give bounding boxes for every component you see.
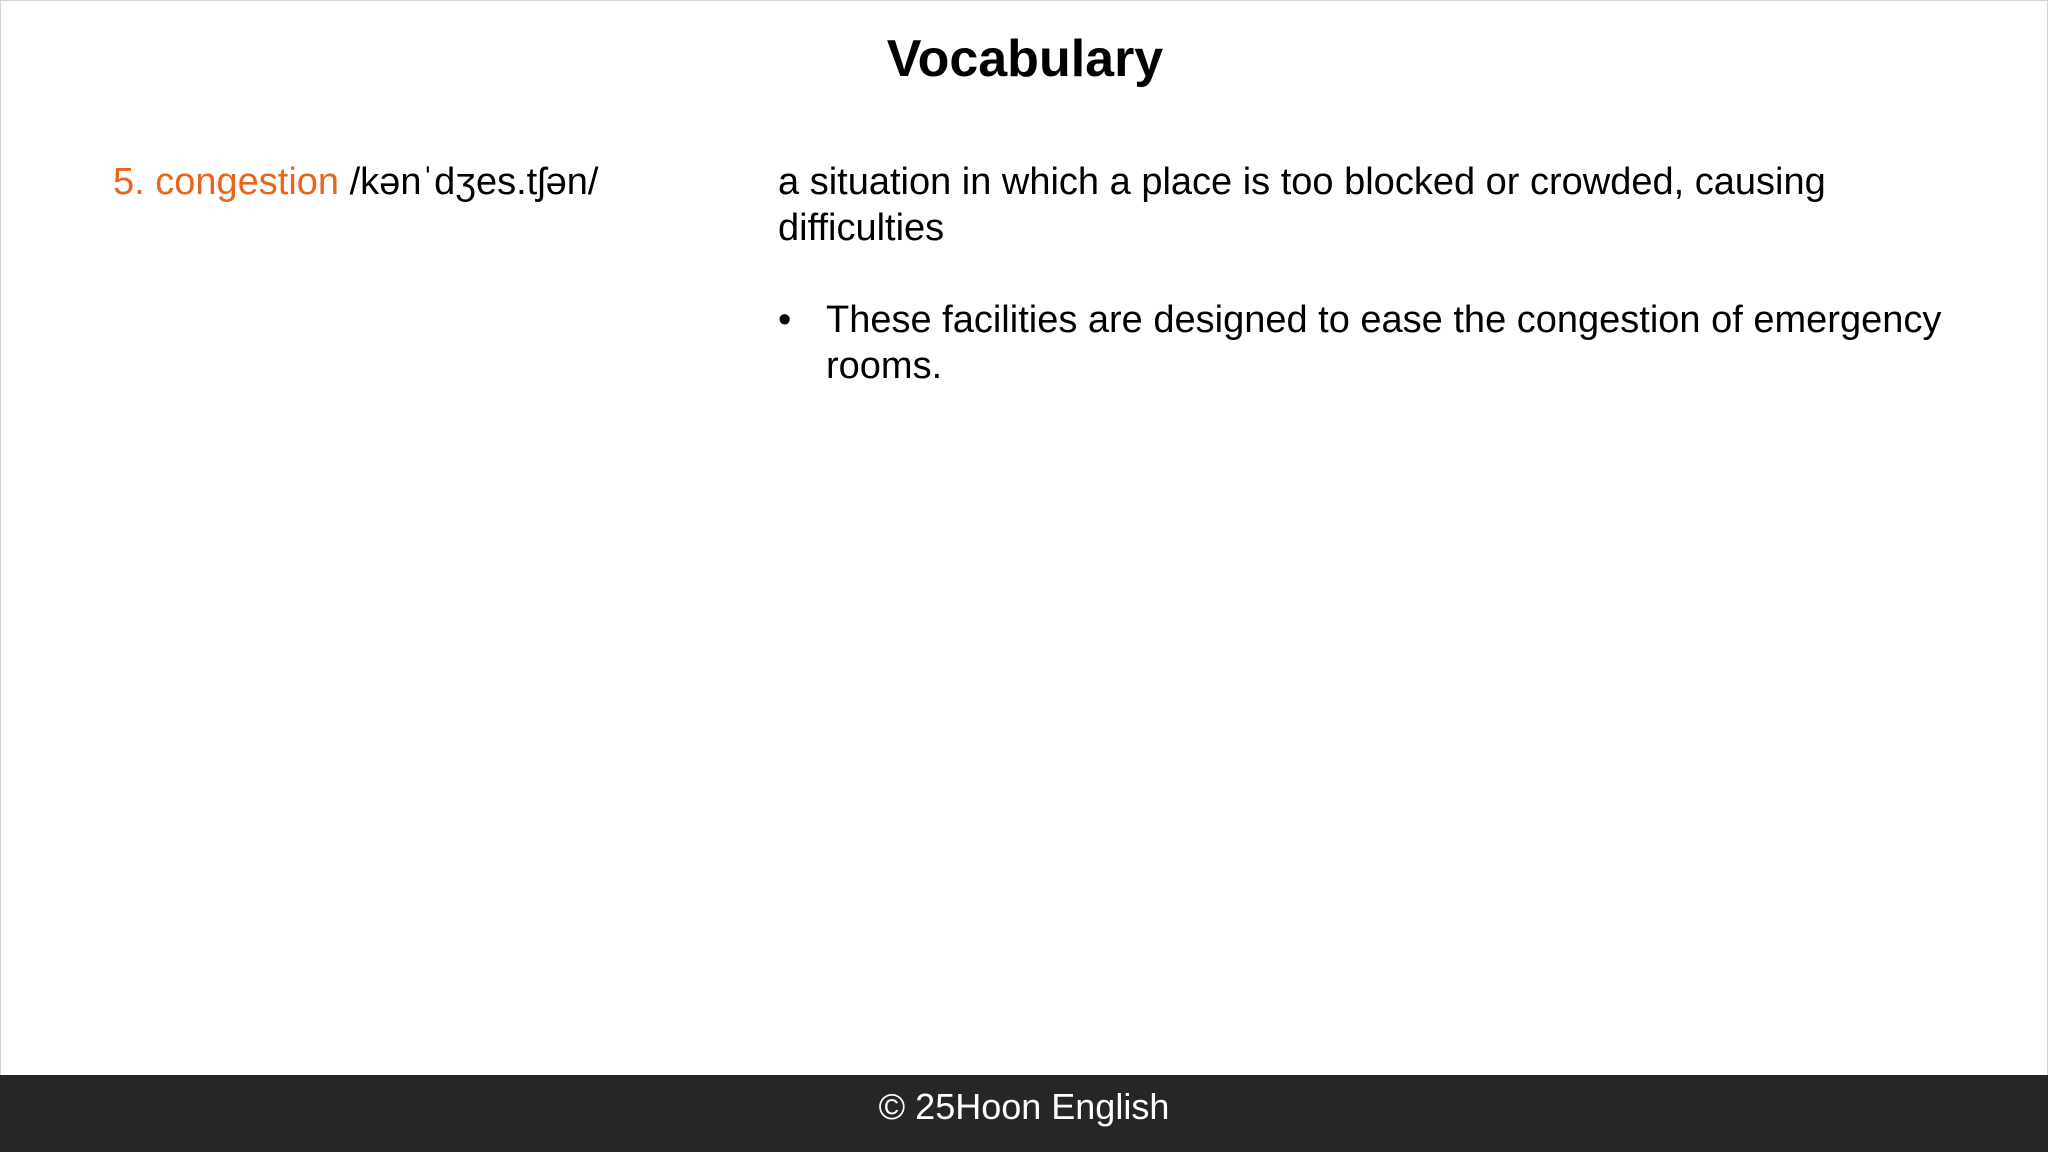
footer-bar [0, 1075, 2048, 1152]
page-title: Vocabulary [886, 30, 1164, 88]
term-word: 5. congestion [113, 161, 340, 203]
term-definition: a situation in which a place is too blocked or crowded, causing difficulties [778, 161, 1826, 249]
example-sentence: These facilities are designed to ease the congestion of emergency rooms. [826, 299, 1942, 387]
term-pronunciation: /kənˈdʒes.tʃən/ [349, 161, 599, 203]
vocabulary-term [113, 159, 598, 205]
example-item [778, 297, 1978, 389]
example-list [778, 297, 1978, 389]
copyright-text: © 25Hoon English [878, 1086, 1170, 1127]
bullet-icon: • [778, 299, 792, 341]
definition-block [778, 159, 1978, 389]
